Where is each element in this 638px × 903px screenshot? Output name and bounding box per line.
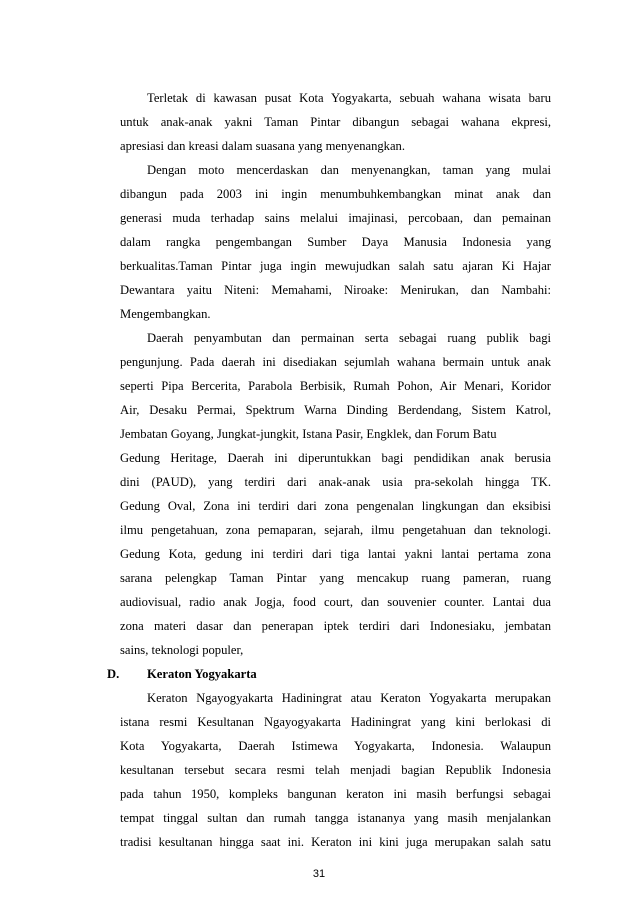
text-line: Daerah penyambutan dan permainan serta sebagai ruang publik bagi (147, 331, 551, 345)
text-line: Mengembangkan. (120, 307, 211, 321)
text-line: untuk anak-anak yakni Taman Pintar dibangun sebagai wahana ekpresi, (120, 115, 551, 129)
text-line: Kota Yogyakarta, Daerah Istimewa Yogyakarta, Indonesia. Walaupun (120, 739, 551, 753)
text-line: istana resmi Kesultanan Ngayogyakarta Hadiningrat yang kini berlokasi di (120, 715, 551, 729)
text-line: dalam rangka pengembangan Sumber Daya Manusia Indonesia yang (120, 235, 551, 249)
page-number: 31 (312, 868, 326, 880)
text-line: Dengan moto mencerdaskan dan menyenangkan, taman yang mulai (147, 163, 551, 177)
text-line: Terletak di kawasan pusat Kota Yogyakarta, sebuah wahana wisata baru (147, 91, 551, 105)
text-line: tradisi kesultanan hingga saat ini. Keraton ini kini juga merupakan salah satu (120, 835, 551, 849)
text-line: generasi muda terhadap sains melalui imajinasi, percobaan, dan pemainan (120, 211, 551, 225)
text-line: pengunjung. Pada daerah ini disediakan sejumlah wahana bermain untuk anak (120, 355, 551, 369)
text-line: Gedung Oval, Zona ini terdiri dari zona pengenalan lingkungan dan eksibisi (120, 499, 551, 513)
text-line: zona materi dasar dan penerapan iptek terdiri dari Indonesiaku, jembatan (120, 619, 551, 633)
text-line: seperti Pipa Bercerita, Parabola Berbisik, Rumah Pohon, Air Menari, Koridor (120, 379, 551, 393)
text-line: apresiasi dan kreasi dalam suasana yang menyenangkan. (120, 139, 406, 153)
text-line: berkualitas.Taman Pintar juga ingin mewujudkan salah satu ajaran Ki Hajar (120, 259, 551, 273)
text-line: kesultanan tersebut secara resmi telah menjadi bagian Republik Indonesia (120, 763, 551, 777)
text-line: ilmu pengetahuan, zona pemaparan, sejarah, ilmu pengetahuan dan teknologi. (120, 523, 551, 537)
text-line: pada tahun 1950, kompleks bangunan keraton ini masih berfungsi sebagai (120, 787, 551, 801)
section-heading: Keraton Yogyakarta (147, 667, 257, 681)
text-line: Jembatan Goyang, Jungkat-jungkit, Istana Pasir, Engklek, dan Forum Batu (120, 427, 497, 441)
section-letter: D. (107, 667, 120, 681)
text-line: Gedung Kota, gedung ini terdiri dari tiga lantai yakni lantai pertama zona (120, 547, 551, 561)
text-line: sains, teknologi populer, (120, 643, 244, 657)
text-line: dini (PAUD), yang terdiri dari anak-anak usia pra-sekolah hingga TK. (120, 475, 551, 489)
text-line: Keraton Ngayogyakarta Hadiningrat atau Keraton Yogyakarta merupakan (147, 691, 551, 705)
text-line: tempat tinggal sultan dan rumah tangga istananya yang masih menjalankan (120, 811, 551, 825)
text-line: Air, Desaku Permai, Spektrum Warna Dinding Berdendang, Sistem Katrol, (120, 403, 551, 417)
text-line: Dewantara yaitu Niteni: Memahami, Niroake: Menirukan, dan Nambahi: (120, 283, 551, 297)
text-line: sarana pelengkap Taman Pintar yang mencakup ruang pameran, ruang (120, 571, 551, 585)
text-line: dibangun pada 2003 ini ingin menumbuhkembangkan minat anak dan (120, 187, 551, 201)
text-line: audiovisual, radio anak Jogja, food court, dan souvenier counter. Lantai dua (120, 595, 551, 609)
text-line: Gedung Heritage, Daerah ini diperuntukkan bagi pendidikan anak berusia (120, 451, 551, 465)
